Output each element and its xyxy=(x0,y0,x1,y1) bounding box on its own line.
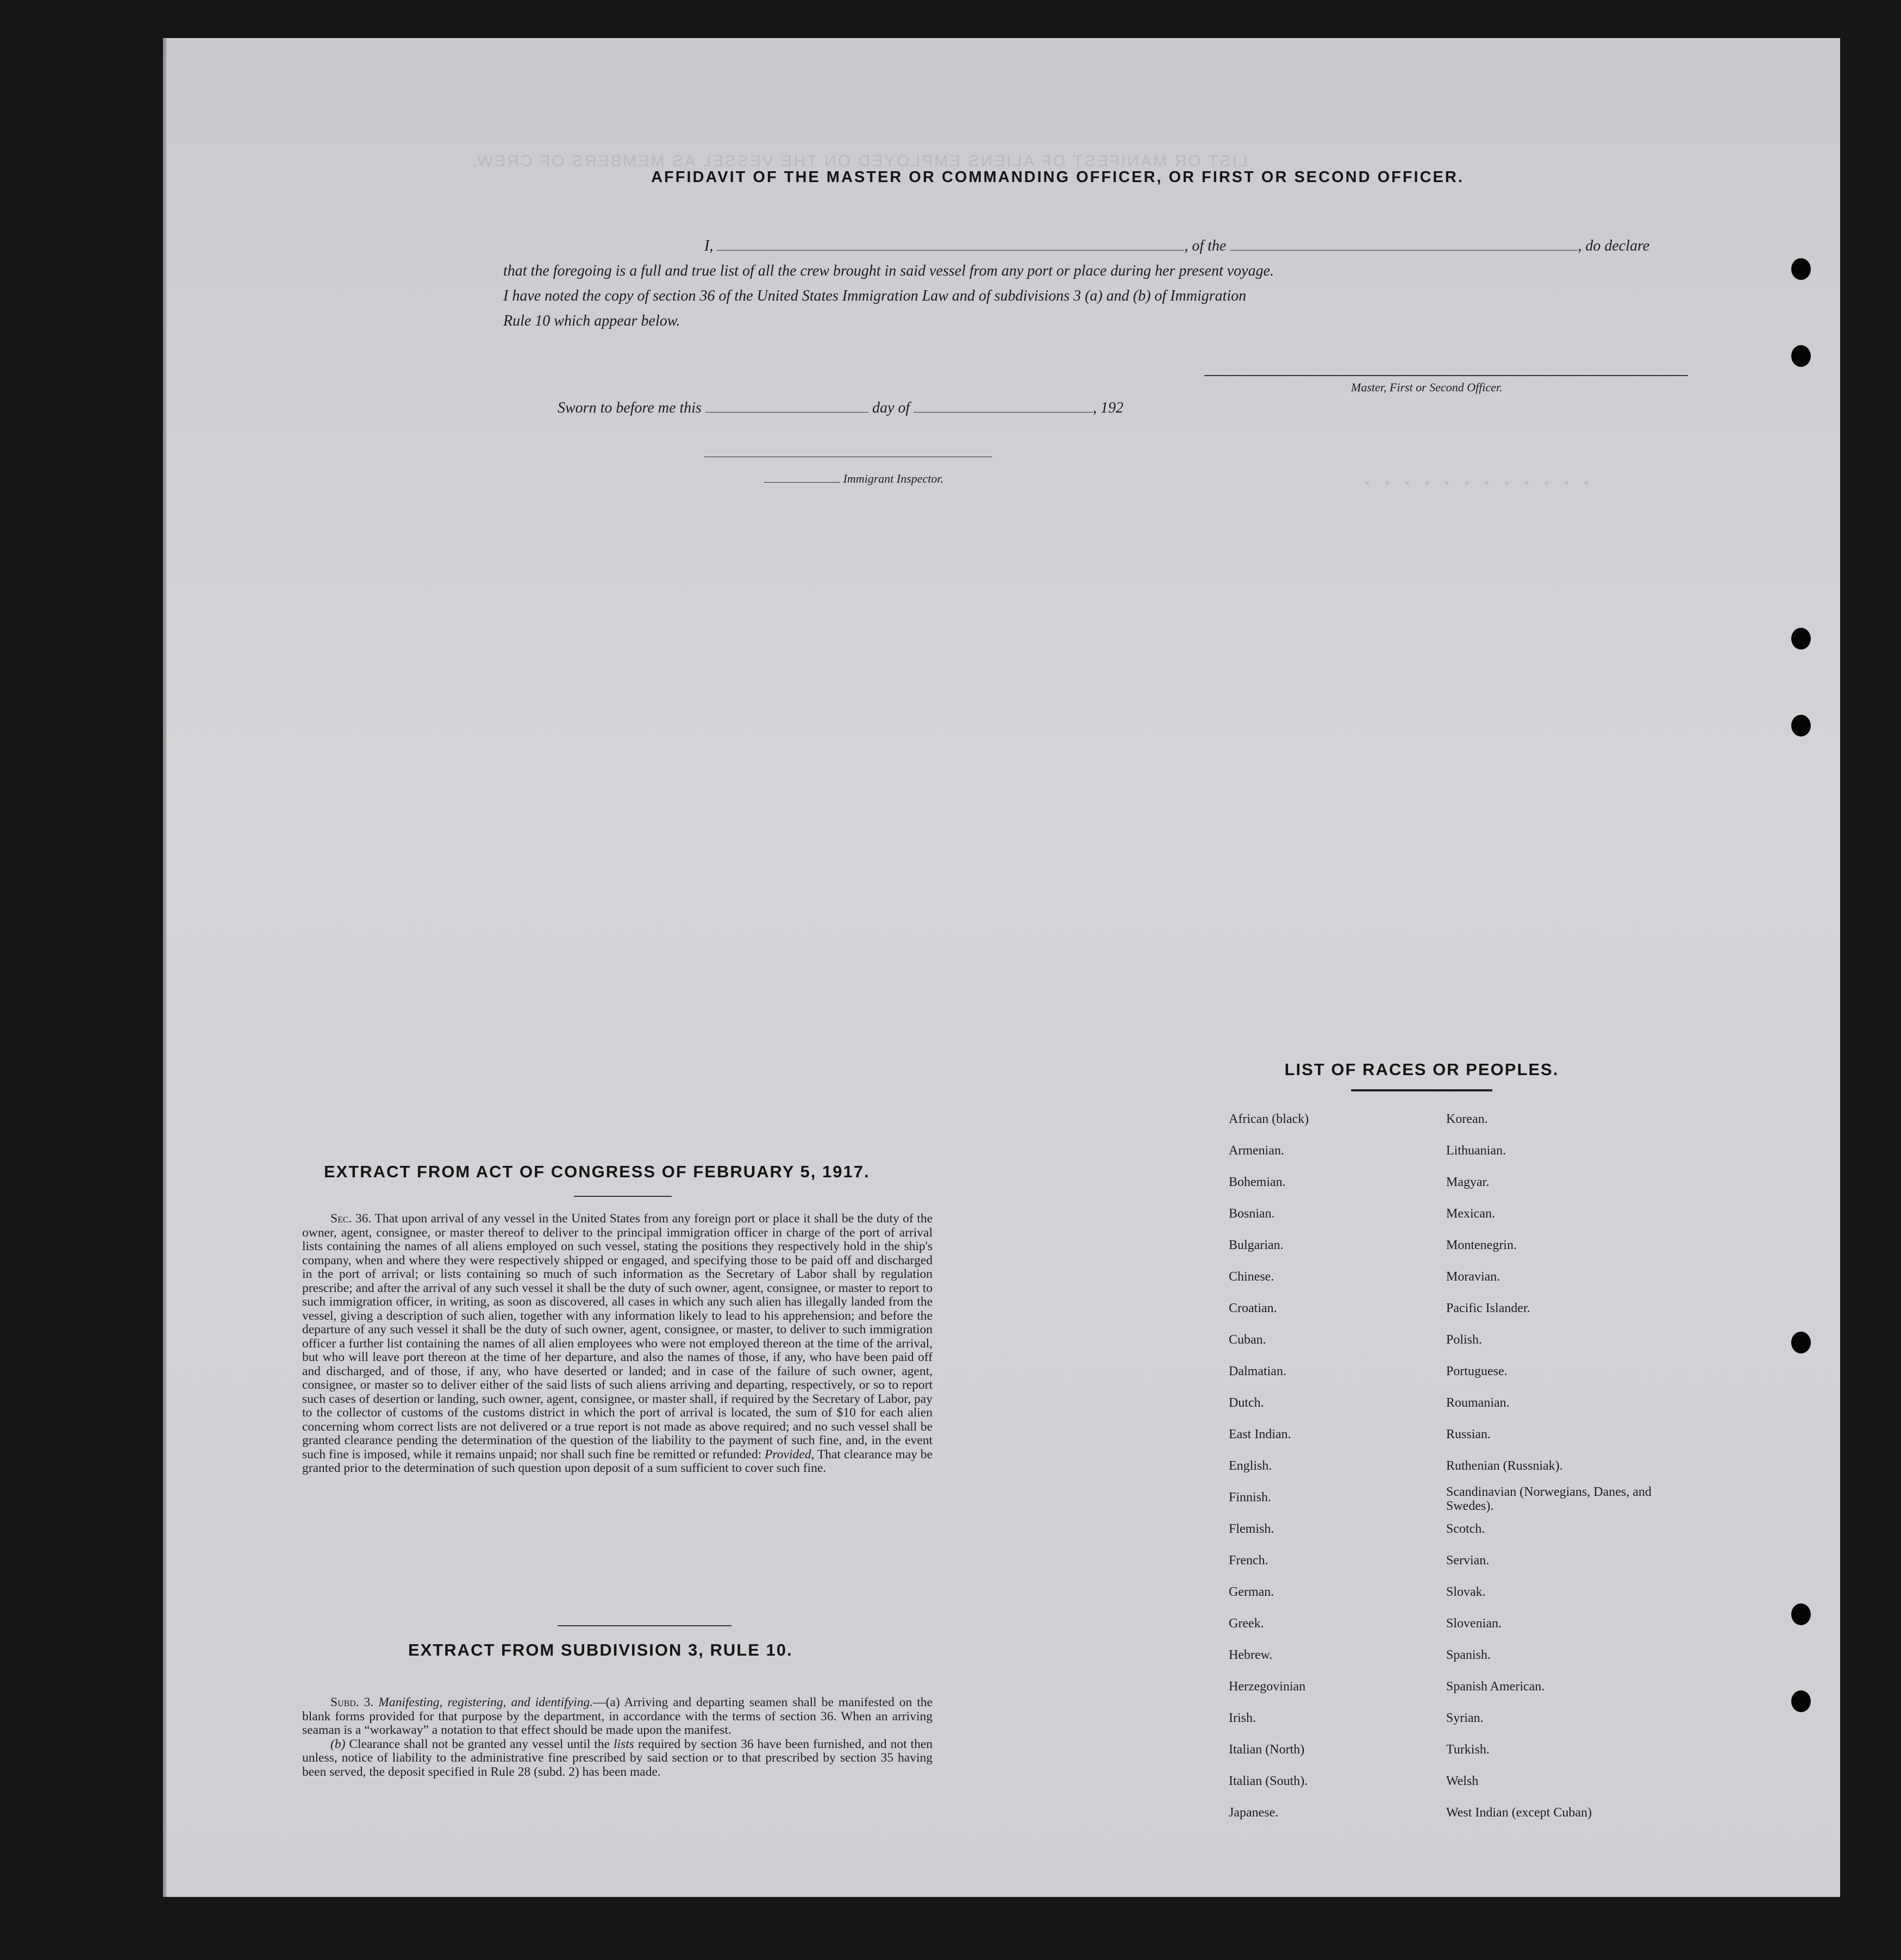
race-item: Syrian. xyxy=(1446,1711,1484,1725)
race-item: Polish. xyxy=(1446,1333,1483,1347)
rule-extract-body xyxy=(302,1696,933,1779)
race-item: Bohemian. xyxy=(1229,1175,1286,1189)
race-item: Armenian. xyxy=(1229,1144,1284,1158)
signature-line xyxy=(1204,375,1688,376)
race-item: Spanish American. xyxy=(1446,1680,1545,1694)
race-item: Mexican. xyxy=(1446,1207,1495,1221)
bleed-through-text: LIST OR MANIFEST OF ALIENS EMPLOYED ON THE VESSEL AS MEMBERS OF CREW. xyxy=(471,152,1248,170)
race-item: Scotch. xyxy=(1446,1522,1485,1536)
races-title: LIST OF RACES OR PEOPLES. xyxy=(1284,1060,1559,1079)
binder-hole xyxy=(1791,1690,1811,1712)
binder-hole xyxy=(1791,345,1811,367)
subd-heading: Manifesting, registering, and identifying. xyxy=(378,1695,593,1709)
race-item: Servian. xyxy=(1446,1553,1490,1568)
binder-hole xyxy=(1791,1332,1811,1353)
race-item: Pacific Islander. xyxy=(1446,1301,1530,1315)
affidavit-declaration xyxy=(503,234,1710,334)
subd-label: Subd. 3. xyxy=(330,1695,374,1709)
act-extract-title: EXTRACT FROM ACT OF CONGRESS OF FEBRUARY 5, 1917. xyxy=(324,1162,870,1181)
provided-word: Provided, xyxy=(765,1447,815,1462)
race-item: Slovenian. xyxy=(1446,1616,1502,1631)
race-item: Italian (North) xyxy=(1229,1743,1305,1757)
race-item: Herzegovinian xyxy=(1229,1680,1306,1694)
race-item: Portuguese. xyxy=(1446,1364,1508,1378)
subd-a-paragraph xyxy=(302,1696,933,1738)
race-item: Italian (South). xyxy=(1229,1774,1308,1788)
affidavit-title: AFFIDAVIT OF THE MASTER OR COMMANDING OFFICER, OR FIRST OR SECOND OFFICER. xyxy=(651,168,1464,186)
binder-hole xyxy=(1791,628,1811,650)
race-item: Irish. xyxy=(1229,1711,1256,1725)
race-item: Dalmatian. xyxy=(1229,1364,1286,1378)
race-item: Greek. xyxy=(1229,1616,1264,1631)
race-item: Bulgarian. xyxy=(1229,1238,1284,1252)
act-title-rule xyxy=(574,1196,672,1197)
race-item: Cuban. xyxy=(1229,1333,1266,1347)
sworn-month-line xyxy=(914,412,1093,413)
sworn-day-label: day of xyxy=(872,400,910,416)
races-right-column xyxy=(1446,1103,1658,1828)
rule-extract-title: EXTRACT FROM SUBDIVISION 3, RULE 10. xyxy=(408,1640,793,1659)
race-item: Turkish. xyxy=(1446,1743,1490,1757)
inspector-short-line xyxy=(764,482,840,483)
race-item: Slovak. xyxy=(1446,1585,1486,1599)
sec-36-text-end: That clearance may be granted prior to the determination of such question upon deposit of a sum sufficient to cover such fine. xyxy=(302,1447,933,1475)
race-item: Japanese. xyxy=(1229,1806,1279,1820)
affidavit-of-label: , of the xyxy=(1184,238,1227,254)
name-line xyxy=(717,250,1184,251)
bleed-through-handwriting: · · · · · · · · · · · · xyxy=(1362,463,1592,499)
race-item: Korean. xyxy=(1446,1112,1488,1126)
race-item: English. xyxy=(1229,1459,1272,1473)
subd-a-text: Arriving and departing seamen shall be manifested on the blank forms provided for that purpose by the department, in accordance with the terms of section 36. When an arriving seaman is a “workaway” a notation to that effect should be made upon the manifest. xyxy=(302,1695,933,1737)
sworn-year: , 192 xyxy=(1093,400,1124,416)
race-item: Welsh xyxy=(1446,1774,1479,1788)
race-item: Finnish. xyxy=(1229,1490,1272,1505)
race-item: West Indian (except Cuban) xyxy=(1446,1806,1592,1820)
binder-hole xyxy=(1791,1603,1811,1625)
race-item: Ruthenian (Russniak). xyxy=(1446,1459,1563,1473)
sec-36-text: That upon arrival of any vessel in the United States from any foreign port or place it shall be the duty of the owner, agent, consignee, or master thereof to deliver to the principal immigration officer in charge of the port of arrival lists containing the names of all aliens employed on such vessel, stating the positions they respectively hold in the ship's company, when and where they were respectively shipped or engaged, and specifying those to be paid off and discharged in the port of arrival; or lists containing so much of such information as the Secretary of Labor shall by regulation prescribe; and after the arrival of any such vessel it shall be the duty of such owner, agent, consignee, or master to report to such immigration officer, in writing, as soon as discovered, all cases in which any such alien has illegally landed from the vessel, giving a description of such alien, together with any information likely to lead to his apprehension; and before the departure of any such vessel it shall be the duty of such owner, agent, consignee, or master, to deliver to such immigration officer a further list containing the names of all alien employees who were not employed thereon at the time of the arrival, but who will leave port thereon at the time of her departure, and also the names of those, if any, who have been paid off and discharged, and of those, if any, who have deserted or landed; and in case of the failure of such owner, agent, consignee, or master so to deliver either of the said lists of such aliens arriving and departing, respectively, or so to report such cases of desertion or landing, such owner, agent, consignee, or master shall, if required by the Secretary of Labor, pay to the collector of customs of the customs district in which the port of arrival is located, the sum of $10 for each alien concerning whom correct lists are not delivered or a true report is not made as above required; and no such vessel shall be granted clearance pending the determination of the question of the liability to the payment of such fine, and, in the event such fine is imposed, while it remains unpaid; nor shall such fine be remitted or refunded: xyxy=(302,1212,933,1462)
race-item: Hebrew. xyxy=(1229,1648,1273,1662)
sworn-prefix: Sworn to before me this xyxy=(558,400,702,416)
act-extract-body xyxy=(302,1212,933,1476)
inspector-label: Immigrant Inspector. xyxy=(843,472,944,485)
subd-b-paragraph xyxy=(302,1738,933,1780)
race-item: Moravian. xyxy=(1446,1270,1500,1284)
subd-b-text-2: required by section 36 have been furnished, and not then unless, notice of liability to the administrative fine prescribed by said section or to that prescribed by section 35 having been served, the deposit specified in Rule 28 (subd. 2) has been made. xyxy=(302,1737,933,1779)
signature-label: Master, First or Second Officer. xyxy=(1351,380,1503,394)
affidavit-line-2: that the foregoing is a full and true list of all the crew brought in said vessel from any port or place during her present voyage. xyxy=(503,263,1274,279)
sec-36-label: Sec. 36. xyxy=(330,1212,372,1226)
race-item: Flemish. xyxy=(1229,1522,1274,1536)
races-left-column xyxy=(1229,1103,1435,1828)
race-item: Lithuanian. xyxy=(1446,1144,1506,1158)
race-item: Chinese. xyxy=(1229,1270,1274,1284)
race-item: East Indian. xyxy=(1229,1427,1291,1441)
document-page xyxy=(163,38,1840,1897)
sworn-day-line xyxy=(705,412,868,413)
vessel-line xyxy=(1230,250,1578,251)
subd-b-text-1: Clearance shall not be granted any vessel until the xyxy=(349,1737,610,1751)
binder-hole xyxy=(1791,258,1811,280)
race-item: Spanish. xyxy=(1446,1648,1491,1662)
race-item: Russian. xyxy=(1446,1427,1491,1441)
race-item: Montenegrin. xyxy=(1446,1238,1517,1252)
sworn-statement xyxy=(558,400,1123,417)
subd-b-label: (b) xyxy=(330,1737,346,1751)
affidavit-line-4: Rule 10 which appear below. xyxy=(503,313,680,329)
subd-b-lists: lists xyxy=(614,1737,634,1751)
race-item: German. xyxy=(1229,1585,1274,1599)
race-item: Dutch. xyxy=(1229,1396,1264,1410)
race-item: Scandinavian (Norwegians, Danes, and Swedes). xyxy=(1446,1485,1652,1513)
section-divider xyxy=(558,1625,731,1626)
race-item: French. xyxy=(1229,1553,1268,1568)
affidavit-line-3: I have noted the copy of section 36 of the United States Immigration Law and of subdivisions 3 (a) and (b) of Immigration xyxy=(503,288,1247,304)
race-item: Roumanian. xyxy=(1446,1396,1510,1410)
race-item: African (black) xyxy=(1229,1112,1309,1126)
race-item: Croatian. xyxy=(1229,1301,1277,1315)
race-item: Bosnian. xyxy=(1229,1207,1275,1221)
inspector-label-row xyxy=(764,472,943,486)
race-item: Magyar. xyxy=(1446,1175,1490,1189)
subd-a-label: —(a) xyxy=(593,1695,620,1709)
binder-hole xyxy=(1791,715,1811,736)
affidavit-i-label: I, xyxy=(704,238,714,254)
races-title-rule xyxy=(1351,1089,1492,1091)
affidavit-declare-label: , do declare xyxy=(1578,238,1650,254)
